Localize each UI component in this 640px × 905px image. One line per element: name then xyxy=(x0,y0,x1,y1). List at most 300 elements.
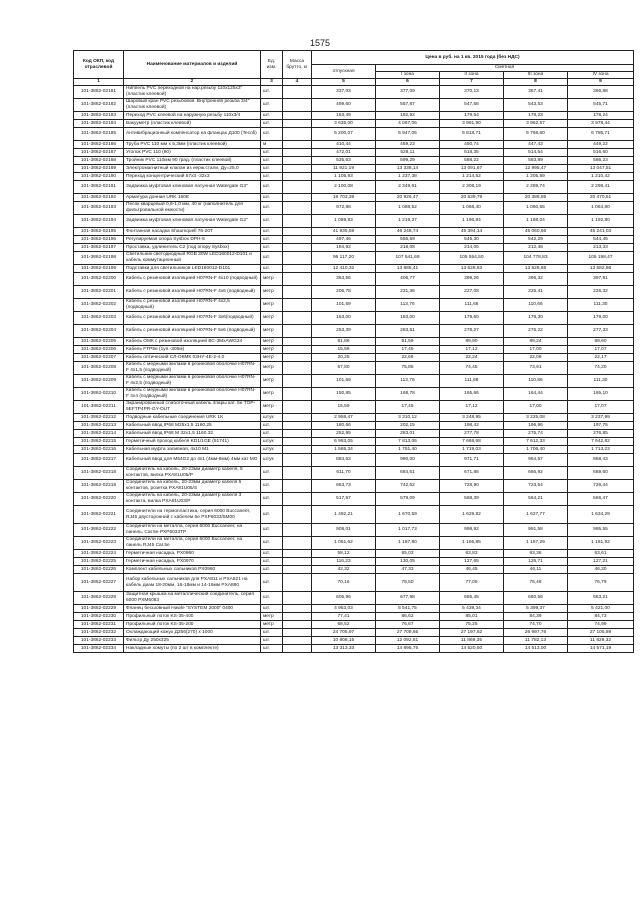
table-row xyxy=(74,354,634,362)
cell-mass xyxy=(283,228,312,236)
cell-zone2-price: 1 165,85 xyxy=(440,537,504,550)
cell-sale-price: 2 100,08 xyxy=(312,181,376,194)
cell-zone3-price: 104 778,83 xyxy=(504,252,568,265)
cell-zone4-price: 14 571,19 xyxy=(568,645,634,653)
cell-unit: шт. xyxy=(261,550,283,558)
cell-zone1-price: 47,33 xyxy=(376,566,440,574)
cell-zone2-price: 17,12 xyxy=(440,346,504,354)
cell-sale-price: 363,56 xyxy=(312,273,376,286)
cell-zone4-price: 6 795,71 xyxy=(568,128,634,141)
cell-sale-price: 101,69 xyxy=(312,375,376,388)
header-zone1: I зона xyxy=(376,72,440,79)
table-row xyxy=(74,112,634,120)
cell-code: 101-3862-02181 xyxy=(74,86,124,99)
cell-zone3-price: 543,53 xyxy=(504,99,568,112)
cell-zone3-price: 12 995,47 xyxy=(504,165,568,173)
cell-code: 101-3862-02194 xyxy=(74,215,124,228)
cell-zone4-price: 3 237,99 xyxy=(568,414,634,422)
cell-unit: метр xyxy=(261,401,283,414)
cell-zone3-price: 164,44 xyxy=(504,388,568,401)
table-row xyxy=(74,613,634,621)
cell-zone2-price: 179,60 xyxy=(440,312,504,325)
cell-zone3-price: 1 157,29 xyxy=(504,537,568,550)
cell-unit: штук xyxy=(261,414,283,422)
header-mass: Масса брутто, кг xyxy=(283,51,312,79)
cell-zone2-price: 22,24 xyxy=(440,354,504,362)
cell-zone2-price: 165,66 xyxy=(440,388,504,401)
cell-name: Кабельный ввод для M54G2 до 4x1 (4мм-6мм) 4мм кат МО xyxy=(124,454,261,467)
cell-unit: шт. xyxy=(261,252,283,265)
cell-zone4-price: 165,10 xyxy=(568,388,634,401)
cell-zone1-price: 4 067,06 xyxy=(376,120,440,128)
cell-name: Кабельный ввод IP68 M25x1,5 1160.25 xyxy=(124,422,261,430)
cell-code: 101-3862-02222 xyxy=(74,524,124,537)
cell-zone3-price: 13 528,68 xyxy=(504,265,568,273)
table-row xyxy=(74,506,634,524)
cell-zone4-price: 213,33 xyxy=(568,244,634,252)
cell-code: 101-3862-02195 xyxy=(74,228,124,236)
cell-zone3-price: 1 188,04 xyxy=(504,215,568,228)
cell-code: 101-3862-02209 xyxy=(74,375,124,388)
cell-unit: шт. xyxy=(261,173,283,181)
cell-unit: метр xyxy=(261,325,283,338)
cell-zone2-price: 546,30 xyxy=(440,236,504,244)
cell-name: Кабель с медными жилами в резиновой оболочке H07RN-F 4x2,5 (подводный) xyxy=(124,375,261,388)
table-row xyxy=(74,430,634,438)
cell-zone4-price: 179,00 xyxy=(568,312,634,325)
cell-unit: штук xyxy=(261,454,283,467)
cell-mass xyxy=(283,128,312,141)
cell-unit: метр xyxy=(261,354,283,362)
cell-unit: шт. xyxy=(261,236,283,244)
cell-name: Ниппель PVC переходной на нар.резьбу 110x125x3" (пластик клеевой) xyxy=(124,86,261,99)
cell-zone2-price: 27 197,62 xyxy=(440,629,504,637)
cell-name: Кабель ОМК с резиновой изоляцией ВС-3MxAWG24 xyxy=(124,338,261,346)
cell-zone4-price: 63,61 xyxy=(568,550,634,558)
cell-zone4-price: 995,55 xyxy=(568,524,634,537)
cell-zone2-price: 45 394,14 xyxy=(440,228,504,236)
cell-zone4-price: 27 105,89 xyxy=(568,629,634,637)
header-unit: Ед. изм. xyxy=(261,51,283,79)
cell-unit: метр xyxy=(261,338,283,346)
cell-zone2-price: 1 629,82 xyxy=(440,506,504,524)
cell-zone2-price: 518,35 xyxy=(440,149,504,157)
cell-code: 101-3862-02227 xyxy=(74,574,124,592)
cell-sale-price: 6 200,07 xyxy=(312,128,376,141)
table-row xyxy=(74,550,634,558)
cell-zone4-price: 2 298,41 xyxy=(568,181,634,194)
cell-zone1-price: 1 187,80 xyxy=(376,537,440,550)
table-row xyxy=(74,467,634,480)
cell-sale-price: 3 635,00 xyxy=(312,120,376,128)
column-index: 7 xyxy=(440,79,504,86)
cell-zone4-price: 968,43 xyxy=(568,454,634,467)
cell-zone1-price: 130,05 xyxy=(376,558,440,566)
cell-zone1-price: 86,62 xyxy=(376,613,440,621)
cell-zone3-price: 367,41 xyxy=(504,86,568,99)
cell-zone4-price: 105 198,47 xyxy=(568,252,634,265)
cell-mass xyxy=(283,493,312,506)
cell-zone3-price: 73,91 xyxy=(504,362,568,375)
cell-zone1-price: 579,09 xyxy=(376,493,440,506)
cell-zone3-price: 583,89 xyxy=(504,157,568,165)
cell-zone3-price: 17,00 xyxy=(504,346,568,354)
cell-unit: шт. xyxy=(261,86,283,99)
table-row xyxy=(74,312,634,325)
cell-unit: м xyxy=(261,141,283,149)
cell-code: 101-3862-02233 xyxy=(74,637,124,645)
cell-zone3-price: 3 962,57 xyxy=(504,120,568,128)
cell-name: Задвижка муфтовая клиновая латунная Watergate G2" xyxy=(124,215,261,228)
cell-zone2-price: 450,74 xyxy=(440,141,504,149)
cell-unit: шт. xyxy=(261,605,283,613)
cell-unit: шт. xyxy=(261,467,283,480)
cell-code: 101-3862-02189 xyxy=(74,165,124,173)
table-row xyxy=(74,592,634,605)
cell-zone1-price: 1 751,40 xyxy=(376,446,440,454)
cell-zone2-price: 20 539,79 xyxy=(440,194,504,202)
table-row xyxy=(74,120,634,128)
cell-unit: шт. xyxy=(261,645,283,653)
table-row xyxy=(74,265,634,273)
cell-zone2-price: 17,12 xyxy=(440,401,504,414)
cell-zone3-price: 26 997,76 xyxy=(504,629,568,637)
cell-mass xyxy=(283,215,312,228)
cell-mass xyxy=(283,181,312,194)
cell-zone3-price: 723,54 xyxy=(504,480,568,493)
cell-name: Переход PVC клеевой на наружную резьбу 110x3/4 xyxy=(124,112,261,120)
cell-zone3-price: 396,32 xyxy=(504,273,568,286)
cell-zone2-price: 1 719,03 xyxy=(440,446,504,454)
table-row xyxy=(74,362,634,375)
cell-zone4-price: 7 642,82 xyxy=(568,438,634,446)
cell-zone2-price: 1 068,40 xyxy=(440,202,504,215)
cell-unit: шт. xyxy=(261,157,283,165)
cell-unit: шт. xyxy=(261,128,283,141)
cell-name: Кабель оптический СЛ-ОКМК 03НУ-4Е-2-4.0 xyxy=(124,354,261,362)
cell-sale-price: 1 089,83 xyxy=(312,215,376,228)
cell-sale-price: 337,03 xyxy=(312,86,376,99)
cell-zone2-price: 3 991,90 xyxy=(440,120,504,128)
cell-zone3-price: 84,39 xyxy=(504,613,568,621)
cell-sale-price: 4 953,03 xyxy=(312,605,376,613)
cell-zone4-price: 1 634,29 xyxy=(568,506,634,524)
cell-zone3-price: 542,29 xyxy=(504,236,568,244)
column-index: 8 xyxy=(504,79,568,86)
table-row xyxy=(74,388,634,401)
cell-sale-price: 180,66 xyxy=(312,422,376,430)
cell-zone4-price: 226,32 xyxy=(568,286,634,299)
cell-mass xyxy=(283,430,312,438)
cell-zone1-price: 20 926,47 xyxy=(376,194,440,202)
cell-code: 101-3862-02186 xyxy=(74,141,124,149)
cell-mass xyxy=(283,422,312,430)
cell-zone2-price: 13 091,67 xyxy=(440,165,504,173)
cell-mass xyxy=(283,524,312,537)
cell-zone1-price: 14 895,75 xyxy=(376,645,440,653)
cell-zone3-price: 6 768,60 xyxy=(504,128,568,141)
cell-zone1-price: 283,01 xyxy=(376,430,440,438)
column-index: 3 xyxy=(261,79,283,86)
cell-sale-price: 77,41 xyxy=(312,613,376,621)
cell-mass xyxy=(283,338,312,346)
cell-zone3-price: 1 205,59 xyxy=(504,173,568,181)
cell-zone2-price: 3 248,95 xyxy=(440,414,504,422)
cell-zone1-price: 1 670,59 xyxy=(376,506,440,524)
cell-zone3-price: 126,71 xyxy=(504,558,568,566)
cell-unit: метр xyxy=(261,286,283,299)
cell-zone1-price: 65,03 xyxy=(376,550,440,558)
cell-name: Фильтр Ду 250x325 xyxy=(124,637,261,645)
cell-sale-price: 163,00 xyxy=(312,312,376,325)
cell-sale-price: 41 935,59 xyxy=(312,228,376,236)
cell-sale-price: 11 921,19 xyxy=(312,165,376,173)
cell-zone3-price: 225,41 xyxy=(504,286,568,299)
cell-code: 101-3862-02218 xyxy=(74,467,124,480)
cell-zone1-price: 742,62 xyxy=(376,480,440,493)
cell-zone1-price: 75,85 xyxy=(376,362,440,375)
cell-zone3-price: 447,43 xyxy=(504,141,568,149)
table-row xyxy=(74,338,634,346)
cell-mass xyxy=(283,286,312,299)
cell-zone1-price: 17,45 xyxy=(376,401,440,414)
cell-zone3-price: 196,96 xyxy=(504,422,568,430)
cell-mass xyxy=(283,244,312,252)
cell-zone4-price: 84,73 xyxy=(568,613,634,621)
cell-name: Кабель с резиновой изоляцией H07RN-F 4x2,5 (подводный) xyxy=(124,299,261,312)
cell-zone1-price: 684,51 xyxy=(376,467,440,480)
cell-name: Кабель с резиновой изоляцией H07RN-F 4x6 (подводный) xyxy=(124,286,261,299)
cell-zone4-price: 13 582,86 xyxy=(568,265,634,273)
cell-code: 101-3862-02230 xyxy=(74,613,124,621)
cell-zone1-price: 113,76 xyxy=(376,299,440,312)
cell-zone1-price: 3 310,12 xyxy=(376,414,440,422)
cell-zone1-price: 1 017,73 xyxy=(376,524,440,537)
cell-zone2-price: 14 520,50 xyxy=(440,645,504,653)
cell-zone3-price: 178,23 xyxy=(504,112,568,120)
cell-unit: шт. xyxy=(261,592,283,605)
cell-unit: шт. xyxy=(261,265,283,273)
cell-code: 101-3862-02192 xyxy=(74,194,124,202)
cell-unit: метр xyxy=(261,621,283,629)
cell-zone3-price: 5 399,37 xyxy=(504,605,568,613)
cell-sale-price: 972,88 xyxy=(312,202,376,215)
cell-code: 101-3862-02211 xyxy=(74,401,124,414)
cell-mass xyxy=(283,265,312,273)
cell-sale-price: 12 410,32 xyxy=(312,265,376,273)
cell-mass xyxy=(283,86,312,99)
cell-zone4-price: 516,60 xyxy=(568,149,634,157)
price-table-wrapper xyxy=(73,50,633,653)
cell-unit: шт. xyxy=(261,194,283,202)
cell-name: Песок кварцевый 0,6-1,0 мм, 40 кг (наполнитель для фильтровальной емкости) xyxy=(124,202,261,215)
cell-zone4-price: 586,23 xyxy=(568,157,634,165)
cell-sale-price: 472,01 xyxy=(312,149,376,157)
cell-zone2-price: 179,54 xyxy=(440,112,504,120)
cell-zone2-price: 2 308,19 xyxy=(440,181,504,194)
cell-sale-price: 18 703,39 xyxy=(312,194,376,202)
table-row xyxy=(74,215,634,228)
cell-name: Защитная крышка на металлический соединитель, серия 6000 PXM6083 xyxy=(124,592,261,605)
cell-zone1-price: 231,36 xyxy=(376,286,440,299)
table-row xyxy=(74,524,634,537)
cell-code: 101-3862-02206 xyxy=(74,346,124,354)
cell-name: Профильный лоток KS-35-200 xyxy=(124,621,261,629)
cell-zone1-price: 12 092,81 xyxy=(376,637,440,645)
cell-code: 101-3862-02190 xyxy=(74,173,124,181)
table-row xyxy=(74,375,634,388)
table-row xyxy=(74,202,634,215)
cell-zone3-price: 212,48 xyxy=(504,244,568,252)
cell-zone4-price: 276,85 xyxy=(568,430,634,438)
cell-name: Кабель FTP5e (1уп.-305м) xyxy=(124,346,261,354)
cell-mass xyxy=(283,454,312,467)
cell-unit: шт. xyxy=(261,99,283,112)
cell-mass xyxy=(283,621,312,629)
cell-sale-price: 163,49 xyxy=(312,112,376,120)
cell-zone3-price: 110,86 xyxy=(504,375,568,388)
cell-zone4-price: 11 829,32 xyxy=(568,637,634,645)
cell-code: 101-3862-02229 xyxy=(74,605,124,613)
cell-zone3-price: 514,54 xyxy=(504,149,568,157)
cell-sale-price: 58,12 xyxy=(312,550,376,558)
cell-code: 101-3862-02215 xyxy=(74,438,124,446)
cell-mass xyxy=(283,112,312,120)
cell-unit: шт. xyxy=(261,202,283,215)
cell-name: Уголок PVC 110 (90) xyxy=(124,149,261,157)
cell-unit: шт. xyxy=(261,558,283,566)
cell-zone2-price: 277,78 xyxy=(440,430,504,438)
cell-name: Соединитель на кабель, 20-23мм диаметр кабеля 3 контакта, вилка PXA81U03/P xyxy=(124,493,261,506)
table-row xyxy=(74,438,634,446)
cell-unit: шт. xyxy=(261,120,283,128)
cell-zone4-price: 277,33 xyxy=(568,325,634,338)
cell-unit: шт. xyxy=(261,480,283,493)
cell-name: Шаровый кран PVC резьбовой. Внутренняя резьба 3/4" (пластик клеевой) xyxy=(124,99,261,112)
cell-zone2-price: 227,08 xyxy=(440,286,504,299)
table-row xyxy=(74,566,634,574)
cell-zone1-price: 91,59 xyxy=(376,338,440,346)
cell-sale-price: 6 983,05 xyxy=(312,438,376,446)
cell-zone4-price: 76,79 xyxy=(568,574,634,592)
cell-zone1-price: 183,00 xyxy=(376,312,440,325)
cell-code: 101-3862-02198 xyxy=(74,252,124,265)
cell-zone4-price: 197,75 xyxy=(568,422,634,430)
cell-name: Экранированный слаботочный кабель 4пары кат. 5е TOP-5EFTP4PR-GY-OUT xyxy=(124,401,261,414)
cell-code: 101-3862-02197 xyxy=(74,244,124,252)
cell-mass xyxy=(283,202,312,215)
cell-name: Соединители на металла, серия 6000 Buccaneer, на панель, Cat 5e PXP6033TP xyxy=(124,524,261,537)
cell-zone3-price: 666,92 xyxy=(504,467,568,480)
cell-unit: шт. xyxy=(261,149,283,157)
cell-zone2-price: 1 214,52 xyxy=(440,173,504,181)
cell-mass xyxy=(283,149,312,157)
cell-code: 101-3862-02234 xyxy=(74,645,124,653)
cell-zone1-price: 13 338,14 xyxy=(376,165,440,173)
cell-code: 101-3862-02188 xyxy=(74,157,124,165)
cell-zone1-price: 1 088,52 xyxy=(376,202,440,215)
cell-zone2-price: 75,25 xyxy=(440,621,504,629)
cell-code: 101-3862-02184 xyxy=(74,120,124,128)
cell-zone4-price: 1 064,80 xyxy=(568,202,634,215)
table-row xyxy=(74,637,634,645)
cell-zone2-price: 127,65 xyxy=(440,558,504,566)
cell-mass xyxy=(283,605,312,613)
cell-mass xyxy=(283,157,312,165)
cell-name: Накладные хомуты (по 2 шт в комплекте) xyxy=(124,645,261,653)
cell-code: 101-3862-02210 xyxy=(74,388,124,401)
cell-zone4-price: 1 161,92 xyxy=(568,537,634,550)
cell-name: Соединитель на кабель, 20-23мм диаметр кабеля 5 контактов, розетка PXA81U05/S xyxy=(124,480,261,493)
cell-zone1-price: 7 813,06 xyxy=(376,438,440,446)
table-row xyxy=(74,537,634,550)
cell-sale-price: 884,63 xyxy=(312,454,376,467)
cell-mass xyxy=(283,446,312,454)
cell-zone4-price: 1 210,42 xyxy=(568,173,634,181)
table-row xyxy=(74,414,634,422)
cell-zone4-price: 22,17 xyxy=(568,354,634,362)
cell-zone4-price: 545,71 xyxy=(568,99,634,112)
cell-zone1-price: 202,15 xyxy=(376,422,440,430)
cell-unit: метр xyxy=(261,299,283,312)
cell-zone2-price: 1 196,84 xyxy=(440,215,504,228)
column-index: 4 xyxy=(283,79,312,86)
cell-zone4-price: 111,30 xyxy=(568,299,634,312)
cell-unit: шт. xyxy=(261,244,283,252)
table-row xyxy=(74,645,634,653)
cell-zone4-price: 74,20 xyxy=(568,362,634,375)
cell-name: Кабель с медными жилами в резиновой оболочке H07RN-F 4x4 (подводный) xyxy=(124,388,261,401)
cell-code: 101-3862-02196 xyxy=(74,236,124,244)
cell-unit: шт. xyxy=(261,112,283,120)
cell-sale-price: 497,46 xyxy=(312,236,376,244)
cell-name: Регулируемая опора Sysbox DPH-5 xyxy=(124,236,261,244)
cell-zone2-price: 13 628,83 xyxy=(440,265,504,273)
cell-mass xyxy=(283,629,312,637)
column-index: 6 xyxy=(376,79,440,86)
cell-code: 101-3862-02207 xyxy=(74,354,124,362)
cell-zone2-price: 77,05 xyxy=(440,574,504,592)
header-sale: отпускная xyxy=(312,65,376,79)
cell-sale-price: 101,59 xyxy=(312,299,376,312)
cell-code: 101-3862-02220 xyxy=(74,493,124,506)
cell-code: 101-3862-02202 xyxy=(74,299,124,312)
cell-zone3-price: 1 627,77 xyxy=(504,506,568,524)
cell-zone4-price: 127,21 xyxy=(568,558,634,566)
cell-unit: метр xyxy=(261,388,283,401)
cell-mass xyxy=(283,325,312,338)
cell-code: 101-3862-02191 xyxy=(74,181,124,194)
cell-code: 101-3862-02224 xyxy=(74,550,124,558)
cell-name: Герметичный проход кабеля KD1/1GE (51741) xyxy=(124,438,261,446)
table-row xyxy=(74,299,634,312)
cell-zone2-price: 399,26 xyxy=(440,273,504,286)
page-number: 1575 xyxy=(309,38,331,48)
cell-unit: штук xyxy=(261,446,283,454)
cell-zone1-price: 677,98 xyxy=(376,592,440,605)
cell-sale-price: 24 705,97 xyxy=(312,629,376,637)
cell-sale-price: 206,78 xyxy=(312,286,376,299)
cell-zone1-price: 13 885,41 xyxy=(376,265,440,273)
cell-zone3-price: 276,22 xyxy=(504,325,568,338)
cell-mass xyxy=(283,165,312,173)
cell-mass xyxy=(283,173,312,181)
cell-name: Вакууметр (пластик клеевой) xyxy=(124,120,261,128)
column-index: 1 xyxy=(74,79,124,86)
cell-zone2-price: 370,13 xyxy=(440,86,504,99)
cell-mass xyxy=(283,141,312,149)
cell-zone4-price: 89,60 xyxy=(568,338,634,346)
